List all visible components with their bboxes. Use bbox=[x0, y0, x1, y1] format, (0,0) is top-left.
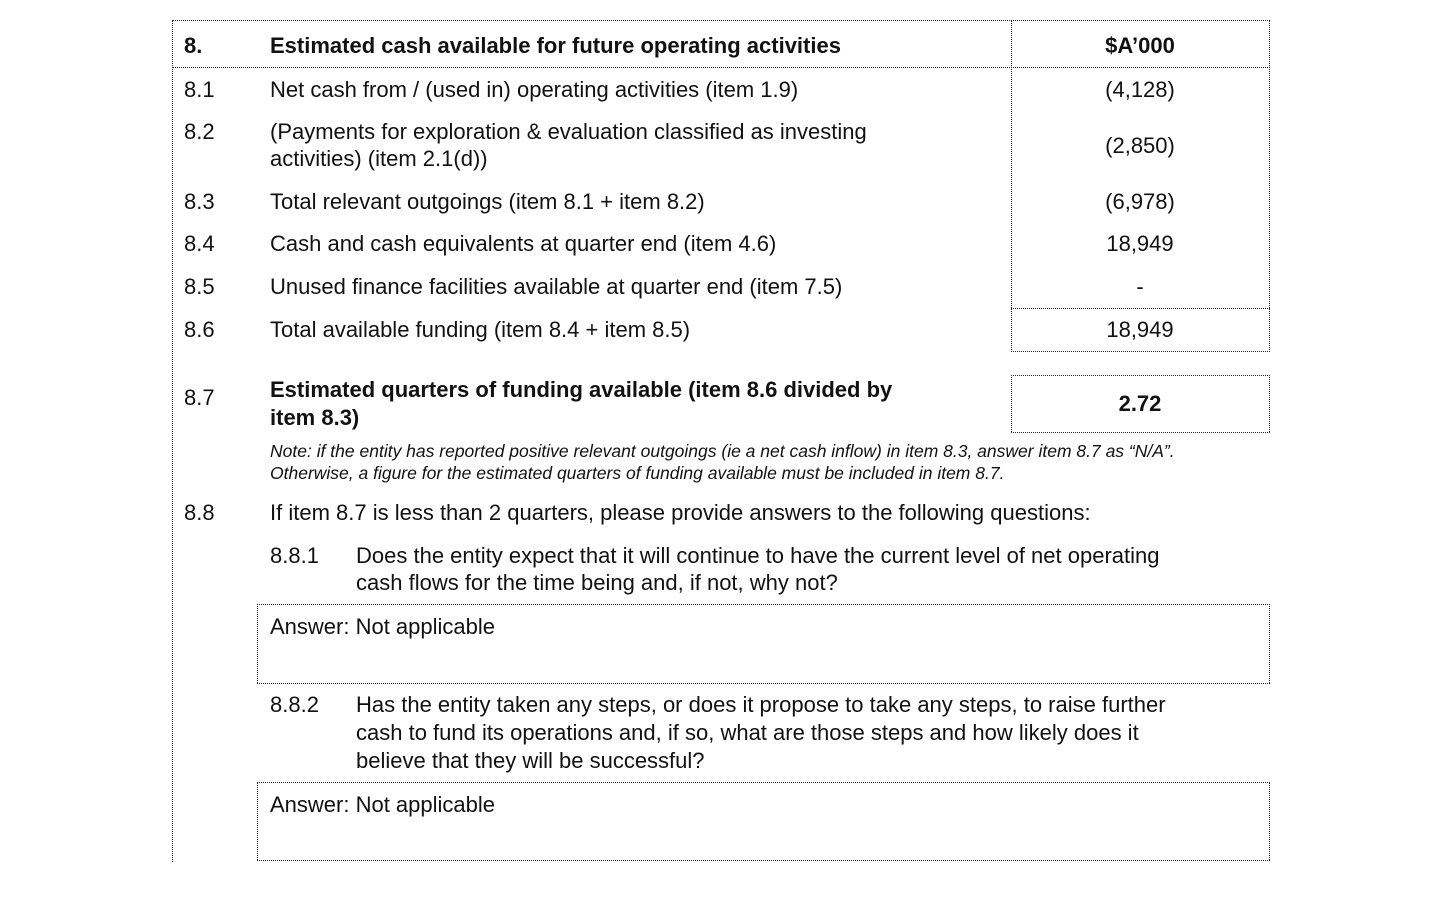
row-label: Total relevant outgoings (item 8.1 + item 8.2) bbox=[270, 189, 705, 214]
unit-header: $A’000 bbox=[1105, 33, 1175, 58]
answer-box-2-bottom-border bbox=[257, 860, 1270, 861]
answer-box-2-right-border bbox=[1269, 782, 1270, 860]
row-number: 8.8 bbox=[184, 500, 215, 525]
header-bottom-border bbox=[172, 67, 1270, 68]
row-value: - bbox=[1136, 274, 1144, 299]
total-box-bottom-border bbox=[1011, 351, 1270, 352]
row-label: Cash and cash equivalents at quarter end (item 4.6) bbox=[270, 231, 777, 256]
row-label: Total available funding (item 8.4 + item 8.5) bbox=[270, 317, 691, 342]
answer-box-1-bottom-border bbox=[257, 683, 1270, 684]
answer-box-1-right-border bbox=[1269, 604, 1270, 683]
question-line-3: believe that they will be successful? bbox=[356, 748, 705, 773]
question-line-1: Does the entity expect that it will continue to have the current level of net operating bbox=[356, 543, 1160, 568]
row-label: Unused finance facilities available at quarter end (item 7.5) bbox=[270, 274, 843, 299]
answer-box-2-top-border bbox=[257, 782, 1270, 783]
row-value: 18,949 bbox=[1106, 231, 1174, 256]
row-number: 8.5 bbox=[184, 274, 215, 299]
question-line-2: cash to fund its operations and, if so, what are those steps and how likely does it bbox=[356, 720, 1139, 745]
table-top-border bbox=[172, 20, 1270, 21]
quarters-box-top-border bbox=[1011, 375, 1270, 376]
answer-box-2-left-border bbox=[257, 782, 258, 860]
answer-1-text[interactable]: Answer: Not applicable bbox=[270, 614, 496, 639]
note-line-1: Note: if the entity has reported positive relevant outgoings (ie a net cash inflow) in item 8.3, answer item 8.7 as “N/A”. bbox=[270, 441, 1175, 461]
row-number: 8.2 bbox=[184, 119, 215, 144]
row-number: 8.4 bbox=[184, 231, 215, 256]
row-label: Net cash from / (used in) operating activities (item 1.9) bbox=[270, 77, 799, 102]
row-value: (6,978) bbox=[1105, 189, 1175, 214]
total-box-top-border bbox=[1011, 308, 1270, 309]
note-line-2: Otherwise, a figure for the estimated quarters of funding available must be included in item 8.7. bbox=[270, 463, 1005, 483]
question-line-1: Has the entity taken any steps, or does it propose to take any steps, to raise further bbox=[356, 692, 1166, 717]
row-value: (4,128) bbox=[1105, 77, 1175, 102]
quarters-box-right-border bbox=[1269, 375, 1270, 432]
row-number: 8.3 bbox=[184, 189, 215, 214]
quarters-value: 2.72 bbox=[1118, 391, 1162, 416]
question-number: 8.8.1 bbox=[270, 543, 319, 568]
row-value: (2,850) bbox=[1105, 133, 1175, 158]
row-label-line-1: (Payments for exploration & evaluation classified as investing bbox=[270, 119, 867, 144]
value-column-left-border bbox=[1011, 20, 1012, 352]
answer-box-1-top-border bbox=[257, 604, 1270, 605]
row-label-line-2: activities) (item 2.1(d)) bbox=[270, 146, 488, 171]
answer-2-text[interactable]: Answer: Not applicable bbox=[270, 792, 496, 817]
quarters-label-line-2: item 8.3) bbox=[270, 405, 360, 430]
questions-intro: If item 8.7 is less than 2 quarters, please provide answers to the following questions: bbox=[270, 500, 1091, 525]
table-right-border bbox=[1269, 20, 1270, 352]
total-funding-value: 18,949 bbox=[1106, 317, 1174, 342]
answer-box-1-left-border bbox=[257, 604, 258, 683]
quarters-box-bottom-border bbox=[1011, 432, 1270, 433]
section-title: Estimated cash available for future operating activities bbox=[270, 33, 841, 58]
question-number: 8.8.2 bbox=[270, 692, 319, 717]
quarters-label-line-1: Estimated quarters of funding available (item 8.6 divided by bbox=[270, 377, 893, 402]
section-number: 8. bbox=[184, 33, 203, 58]
row-number: 8.6 bbox=[184, 317, 215, 342]
row-number: 8.1 bbox=[184, 77, 215, 102]
table-left-border bbox=[172, 20, 173, 862]
row-number: 8.7 bbox=[184, 385, 215, 410]
question-line-2: cash flows for the time being and, if not, why not? bbox=[356, 570, 838, 595]
